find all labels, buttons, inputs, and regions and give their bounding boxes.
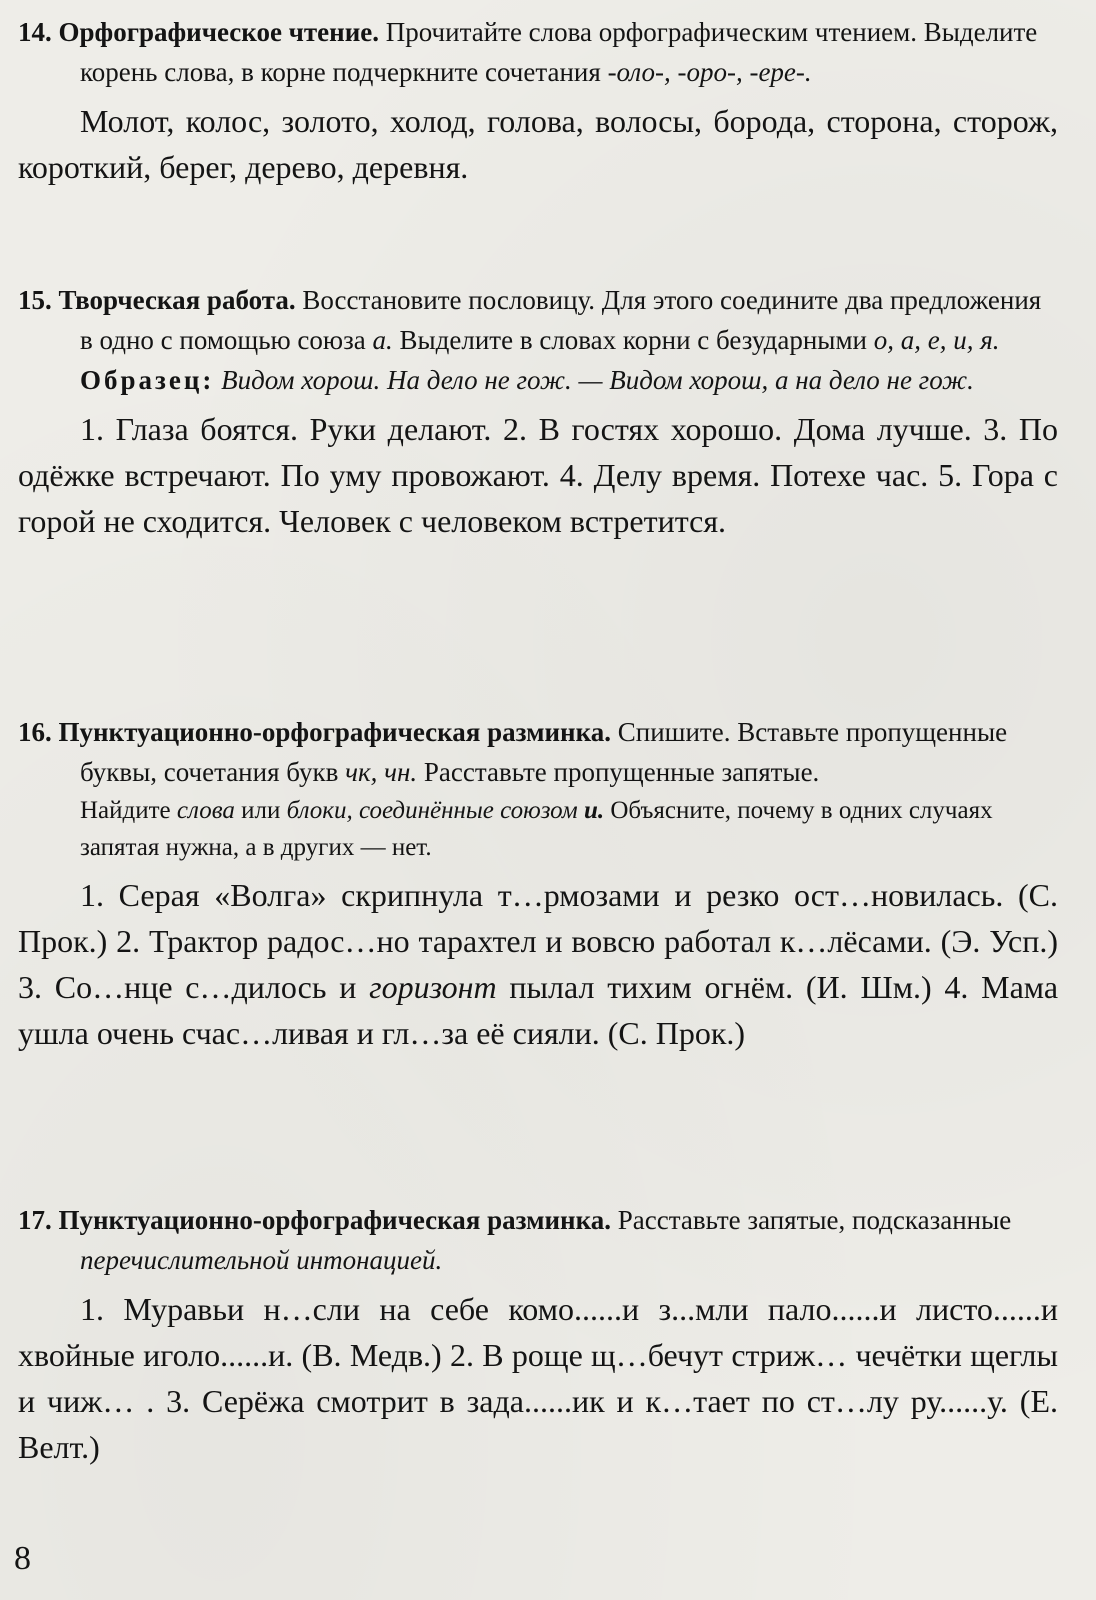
exercise-task-2: Расставьте пропущенные запятые. [423,757,820,787]
exercise-text: 1. Муравьи н…сли на себе комо......и з...мли пало......и листо......и хвойные иголо......и. (В. Медв.) 2. В роще щ…бечут стриж… чечётки щеглы и чиж… . 3. Серёжа смотрит в зада......ик и к…тает по ст…лу ру......у. (Е. Велт.) [18,1291,1058,1465]
subtask-part: Найдите [80,797,171,824]
exercise-text-part: 1. Серая «Волга» скрипнула т…рмозами и резко ост…новилась. (С. Прок.) 2. Трактор радос…но тарахтел и вовсю работал к…лёсами. (Э. Усп.) 3. Со…нце с…дилось и [18,877,1058,1005]
exercise-number: 17. [18,1205,52,1235]
exercise-text: 1. Глаза боятся. Руки делают. 2. В гостях хорошо. Дома лучше. 3. По одёжке встречают. По уму провожают. 4. Делу время. Потехе час. 5. Гора с горой не сходится. Человек с человеком встретится. [18,411,1058,539]
conjunction: а. [372,325,393,355]
subtask-italic: слова [176,797,235,824]
exercise-task-2: Выделите в словах корни с безударными [399,325,867,355]
exercise-text-part: пылал тихим огнём. (И. Шм.) 4. Мама ушла очень счас…ливая и гл…за её сияли. (С. Прок.) [18,969,1059,1051]
exercise-task: Расставьте запятые, подсказанные [617,1205,1012,1235]
exercise-number: 14. [18,17,52,47]
exercise-15 [18,280,1058,544]
subtask-part: или [241,797,281,824]
exercise-14-heading [18,12,1058,92]
exercise-task: Спишите. Вставьте пропущенные буквы, сочетания букв [80,717,1008,787]
letter-combinations: -оло-, -оро-, -ере-. [607,57,812,87]
exercise-number: 15. [18,285,52,315]
subtask [18,792,1058,866]
exercise-17 [18,1200,1058,1470]
exercise-task-italic: перечислительной интонацией. [80,1245,443,1275]
exercise-number: 16. [18,717,52,747]
sample-label: Образец: [80,365,215,395]
exercise-14 [18,12,1058,190]
exercise-title: Пунктуационно-орфографическая разминка. [58,717,612,747]
exercise-16 [18,712,1058,1056]
vowels: о, а, е, и, я. [873,325,1000,355]
letter-combinations: чк, чн. [345,757,418,787]
exercise-text: Молот, колос, золото, холод, голова, волосы, борода, сторона, сторож, короткий, берег, дерево, деревня. [18,103,1058,185]
page-number: 8 [14,1540,31,1577]
exercise-text-italic: горизонт [369,969,497,1005]
exercise-17-heading [18,1200,1058,1280]
exercise-task: Восстановите пословицу. Для этого соедините два предложения в одно с помощью союза [80,285,1042,355]
exercise-title: Орфографическое чтение. [58,17,379,47]
sample [18,360,1058,400]
exercise-text [18,872,1058,1056]
sample-text: Видом хорош. На дело не гож. — Видом хорош, а на дело не гож. [221,365,974,395]
exercise-task: Прочитайте слова орфографическим чтением. Выделите корень слова, в корне подчеркните сочетания [80,17,1038,87]
exercise-16-heading [18,712,1058,792]
subtask-italic: блоки, соединённые союзом [286,797,578,824]
exercise-title: Пунктуационно-орфографическая разминка. [58,1205,612,1235]
subtask-bold: и. [583,797,605,824]
exercise-15-heading [18,280,1058,360]
exercise-title: Творческая работа. [58,285,296,315]
subtask-part: Объясните, почему в одних случаях запятая нужна, а в других — нет. [80,797,993,861]
